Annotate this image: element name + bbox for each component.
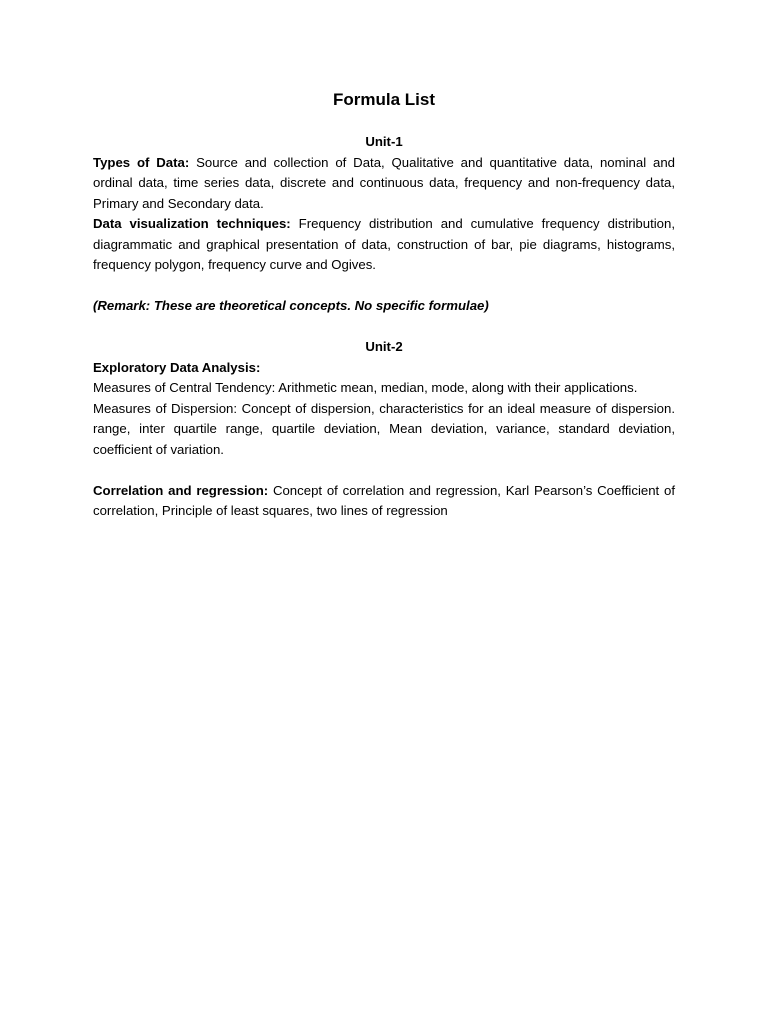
- document-page: [93, 88, 675, 522]
- correlation-label: Correlation and regression:: [93, 482, 269, 498]
- unit-2-heading: Unit-2: [365, 339, 403, 354]
- central-tendency-paragraph: Measures of Central Tendency: Arithmetic mean, median, mode, along with their applications.: [93, 380, 638, 395]
- page-title: Formula List: [332, 90, 435, 109]
- remark-note: (Remark: These are theoretical concepts. No specific formulae): [93, 298, 489, 313]
- data-visualization-label: Data visualization techniques:: [93, 216, 291, 231]
- dispersion-paragraph: Measures of Dispersion: Concept of dispersion, characteristics for an ideal measure of dispersion. range, inter quartile range, quartile deviation, Mean deviation, variance, standard deviation, coefficient of variation.: [93, 400, 675, 457]
- types-of-data-label: Types of Data:: [93, 154, 190, 170]
- unit-1-heading: Unit-1: [365, 134, 403, 149]
- section-spacer: [93, 460, 675, 481]
- data-visualization-paragraph: [93, 214, 675, 276]
- correlation-text: Concept of correlation and regression, Karl Pearson’s Coefficient of correlation, Principle of least squares, two lines of regression: [93, 482, 675, 518]
- types-of-data-paragraph: [93, 153, 675, 215]
- types-of-data-text: Source and collection of Data, Qualitative and quantitative data, nominal and ordinal data, time series data, discrete and continuous data, frequency and non-frequency data, Primary and Secondary data.: [93, 154, 675, 211]
- data-visualization-text: Frequency distribution and cumulative frequency distribution, diagrammatic and graphical presentation of data, construction of bar, pie diagrams, histograms, frequency polygon, frequency curve and Ogives.: [93, 216, 676, 272]
- eda-heading: Exploratory Data Analysis:: [93, 359, 261, 375]
- correlation-paragraph: [93, 481, 675, 522]
